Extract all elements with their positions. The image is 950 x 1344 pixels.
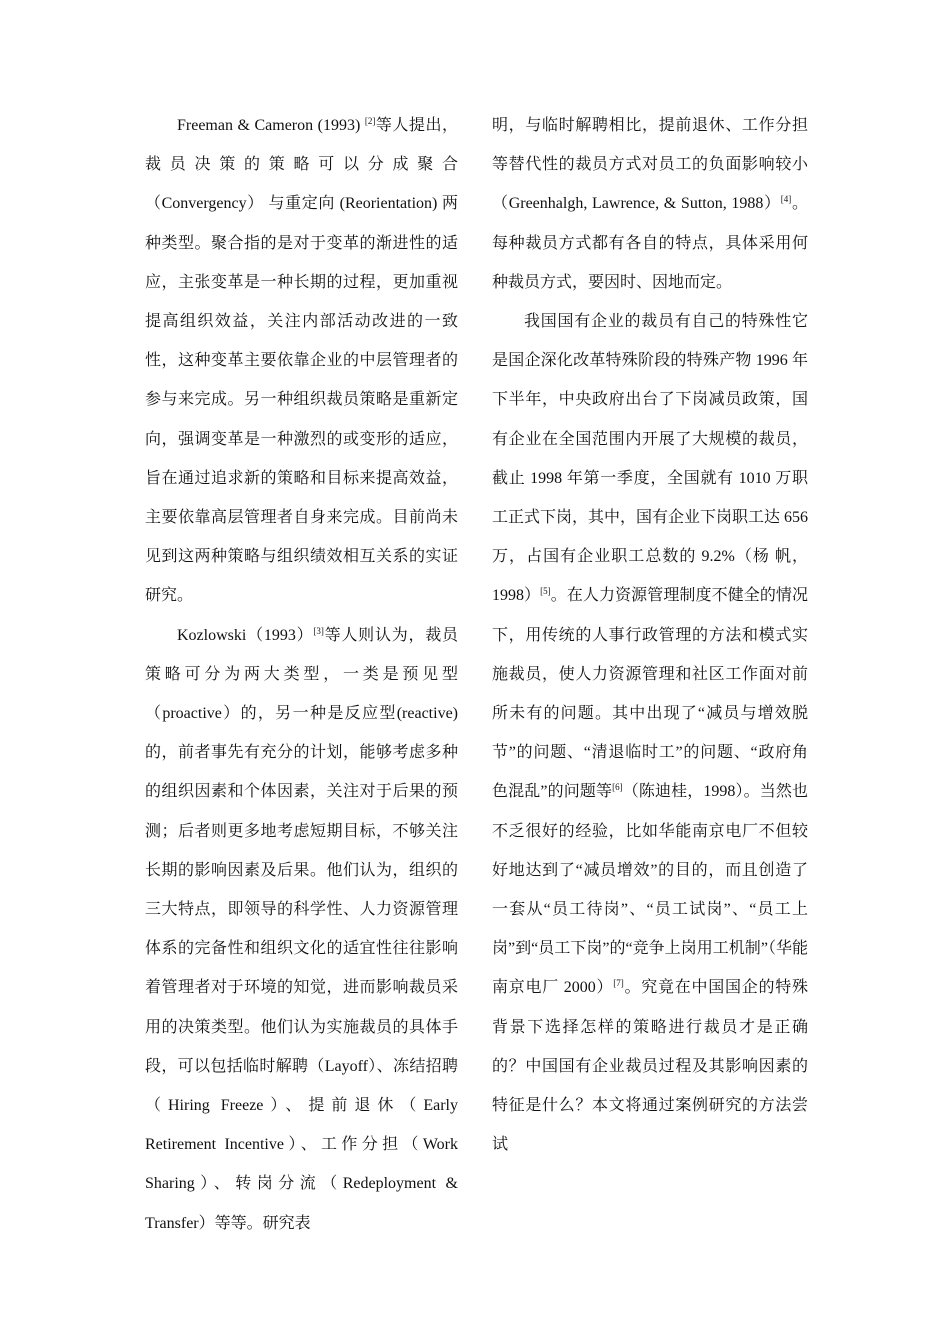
paragraph-text: 。究竟在中国国企的特殊背景下选择怎样的策略进行裁员才是正确的？中国国有企业裁员过程及其影响因素的特征是什么？本文将通过案例研究的方法尝试 <box>492 979 808 1154</box>
paragraph-text: Kozlowski（1993） <box>177 626 314 644</box>
paragraph-soe-layoffs <box>492 302 808 1164</box>
citation-ref-2: [2] <box>364 116 376 126</box>
paragraph-kozlowski <box>145 616 458 1243</box>
paragraph-text: 等人提出，裁员决策的策略可以分成聚合（Convergency） 与重定向 (Reorientation) 两种类型。聚合指的是对于变革的渐进性的适应，主张变革是一种长期的过程，更加重视提高组织效益，关注内部活动改进的一致性，这种变革主要依靠企业的中层管理者的参与来完成。另一种组织裁员策略是重新定向，强调变革是一种激烈的或变形的适应，旨在通过追求新的策略和目标来提高效益，主要依靠高层管理者自身来完成。目前尚未见到这两种策略与组织绩效相互关系的实证研究。 <box>145 117 458 605</box>
paragraph-continuation <box>492 106 808 302</box>
citation-ref-5: [5] <box>540 586 551 597</box>
citation-ref-3: [3] <box>313 625 324 636</box>
citation-ref-7: [7] <box>613 978 624 989</box>
paragraph-text: Freeman & Cameron (1993) <box>177 117 365 134</box>
right-column <box>492 106 808 1164</box>
paragraph-text: 我国国有企业的裁员有自己的特殊性它是国企深化改革特殊阶段的特殊产物 1996 年下半年，中央政府出台了下岗减员政策，国有企业在全国范围内开展了大规模的裁员，截止 1998 年第一季度，全国就有 1010 万职工正式下岗，其中，国有企业下岗职工达 656 万，占国有企业职工总数的 9.2%（杨 帆，1998） <box>492 313 809 605</box>
left-column <box>145 106 458 1243</box>
paragraph-text: （陈迪桂，1998）。当然也不乏很好的经验，比如华能南京电厂不但较好地达到了“减员增效”的目的，而且创造了一套从“员工待岗”、“员工试岗”、“员工上岗”到“员工下岗”的“竞争上岗用工机制”（华能南京电厂 2000） <box>492 783 808 997</box>
paragraph-text: 。每种裁员方式都有各自的特点，具体采用何种裁员方式，要因时、因地而定。 <box>492 195 808 291</box>
citation-ref-6: [6] <box>612 782 623 793</box>
paragraph-freeman-cameron <box>145 106 458 616</box>
paragraph-text: 等人则认为，裁员策略可分为两大类型，一类是预见型（proactive）的，另一种是反应型(reactive) 的，前者事先有充分的计划，能够考虑多种的组织因素和个体因素，关注对于后果的预测；后者则更多地考虑短期目标，不够关注长期的影响因素及后果。他们认为，组织的三大特点，即领导的科学性、人力资源管理体系的完备性和组织文化的适宜性往往影响着管理者对于环境的知觉，进而影响裁员采用的决策类型。他们认为实施裁员的具体手段，可以包括临时解聘（Layoff）、冻结招聘（Hiring Freeze）、提前退休（Early Retirement Incentive）、工作分担（Work Sharing）、转岗分流（Redeployment & Transfer）等等。研究表 <box>145 626 458 1232</box>
paragraph-text: 明，与临时解聘相比，提前退休、工作分担等替代性的裁员方式对员工的负面影响较小（Greenhalgh, Lawrence, & Sutton, 1988） <box>492 117 808 213</box>
paragraph-text: 。在人力资源管理制度不健全的情况下，用传统的人事行政管理的方法和模式实施裁员，使人力资源管理和社区工作面对前所未有的问题。其中出现了“减员与增效脱节”的问题、“清退临时工”的问题、“政府角色混乱”的问题等 <box>492 587 808 801</box>
citation-ref-4: [4] <box>780 194 792 205</box>
